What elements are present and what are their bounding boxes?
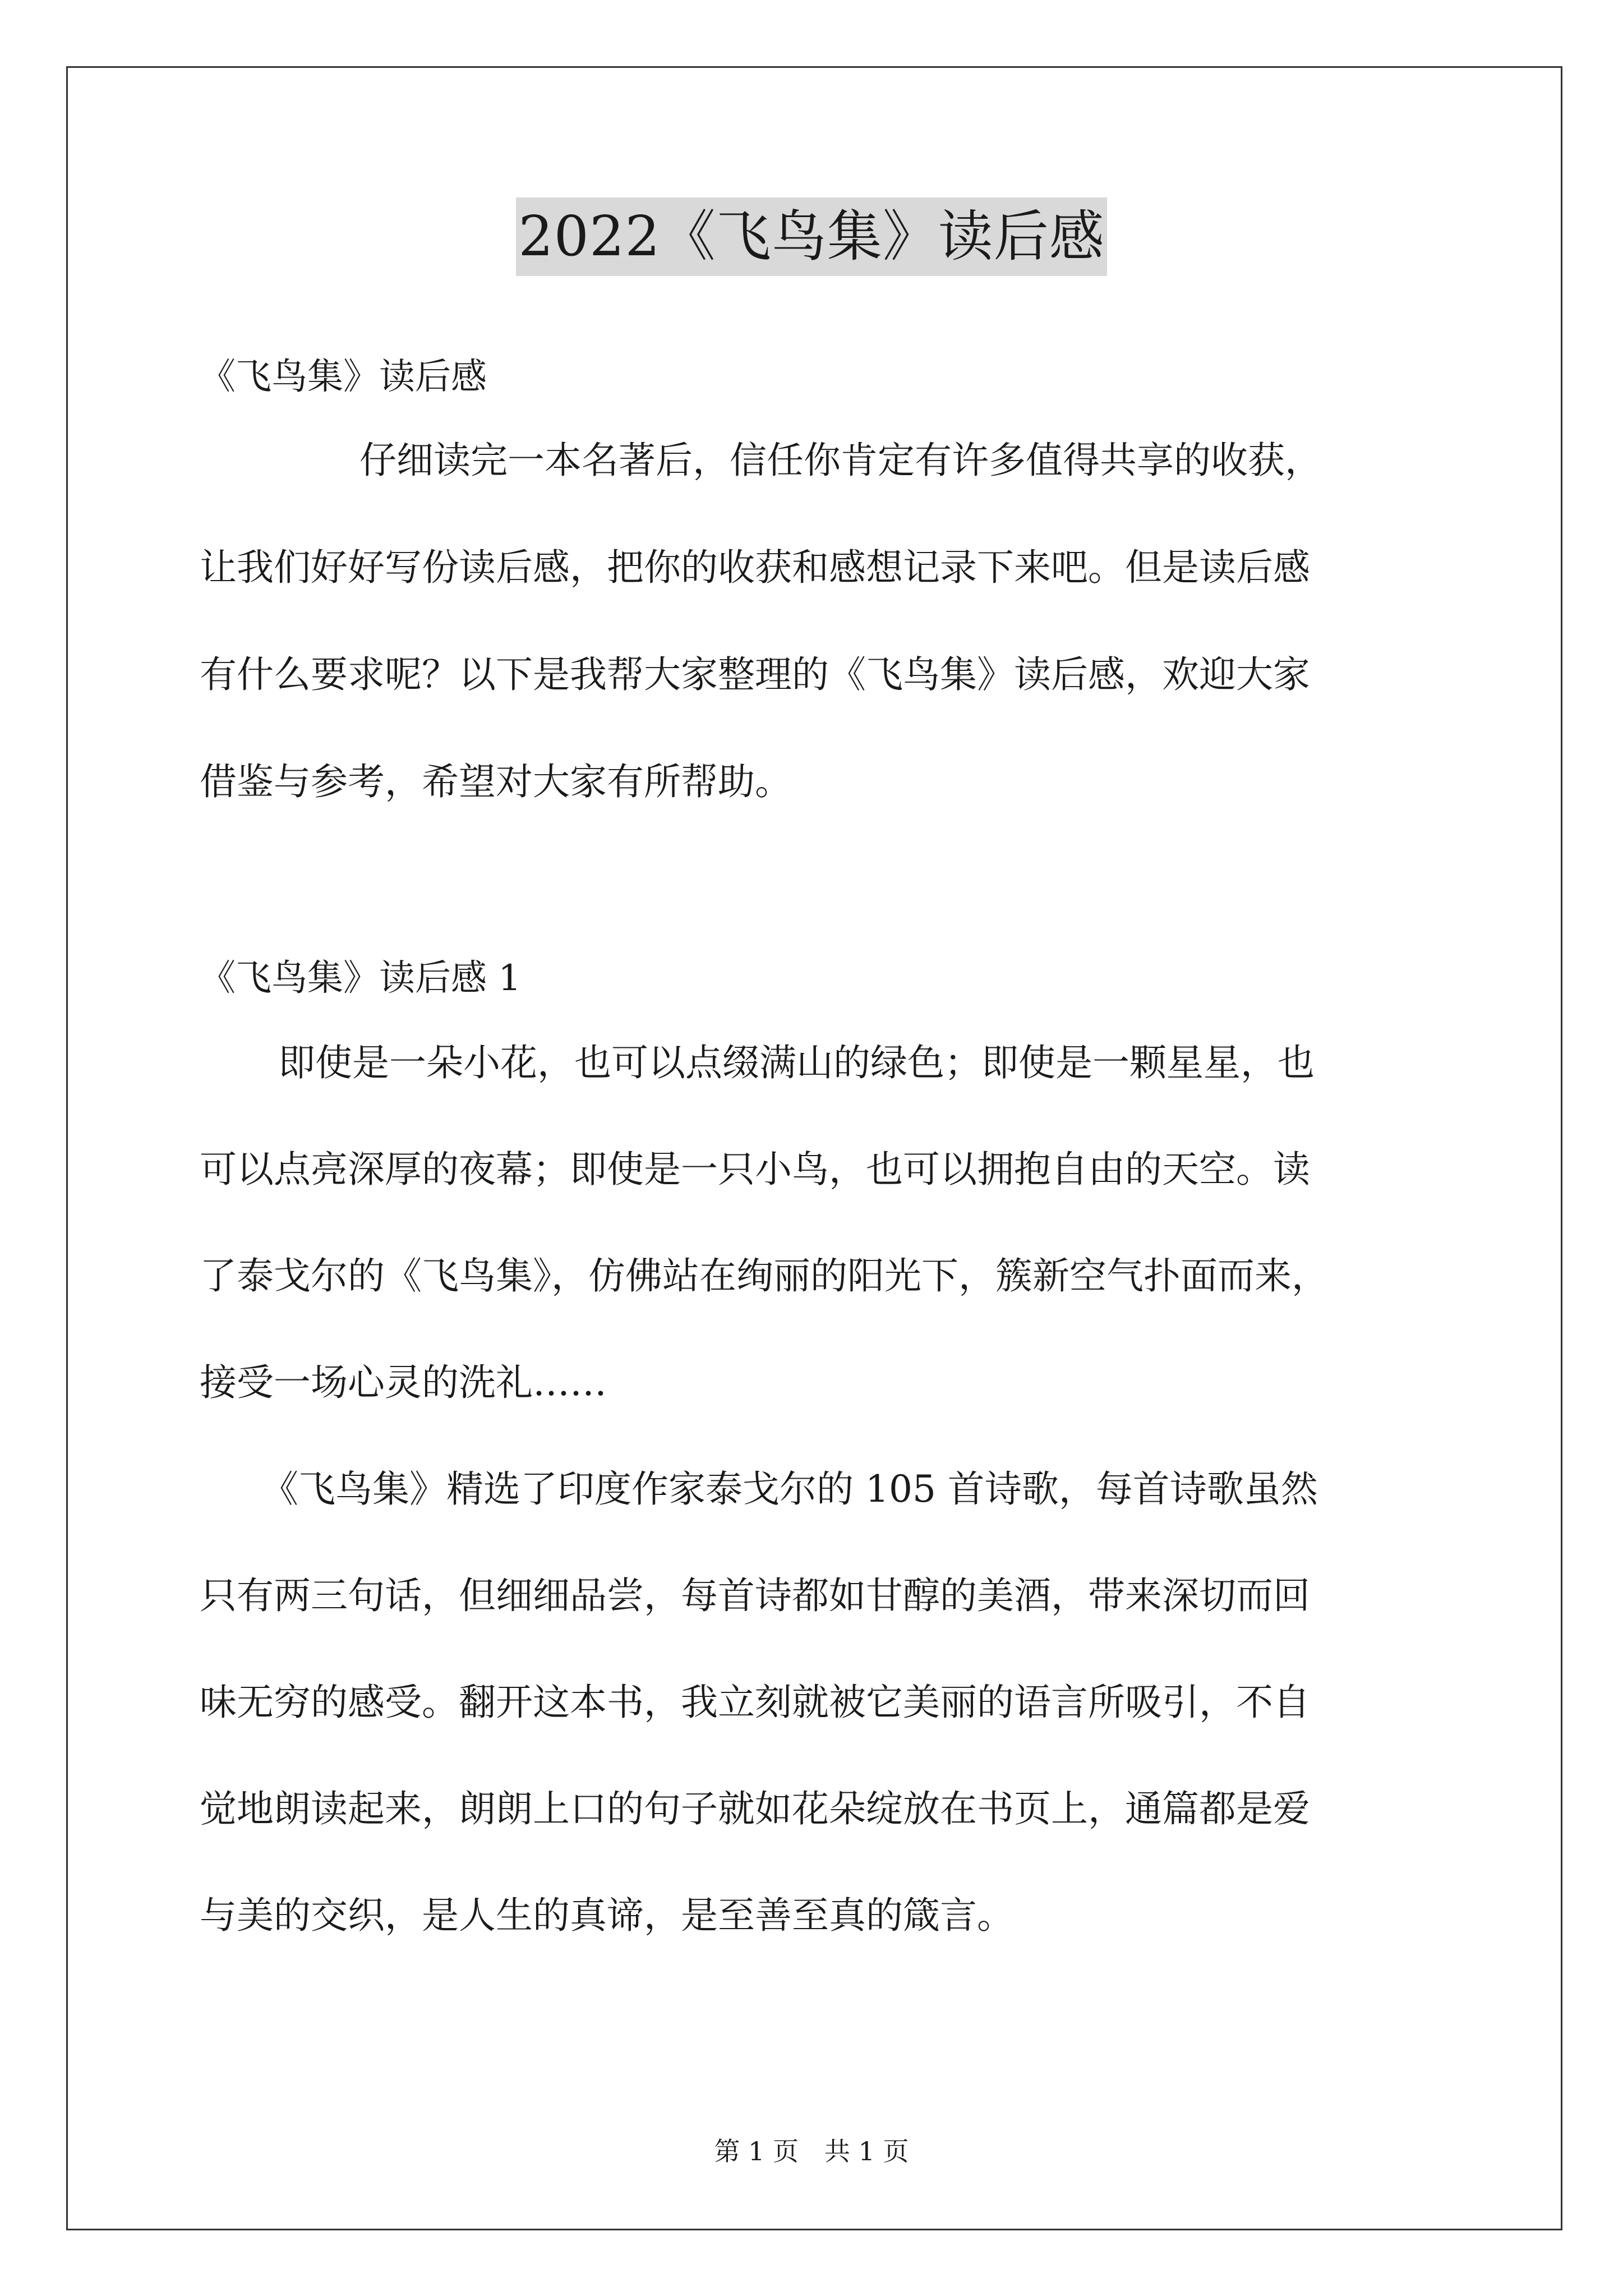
intro-line: 有什么要求呢？以下是我帮大家整理的《飞鸟集》读后感，欢迎大家 [200, 653, 1310, 696]
document-body [200, 314, 1439, 1937]
section1-para2-line: 《飞鸟集》精选了印度作家泰戈尔的 105 首诗歌，每首诗歌虽然 [261, 1467, 1318, 1511]
section1-para2-line: 与美的交织，是人生的真谛，是至善至真的箴言。 [200, 1894, 1014, 1937]
section1-para1-line: 接受一场心灵的洗礼…… [200, 1361, 607, 1404]
section1-para2-line: 味无穷的感受。翻开这本书，我立刻就被它美丽的语言所吸引，不自 [200, 1681, 1310, 1724]
section1-heading: 《飞鸟集》读后感 1 [200, 958, 522, 999]
document-title: 2022《飞鸟集》读后感 [516, 197, 1106, 276]
intro-heading: 《飞鸟集》读后感 [200, 356, 487, 398]
section1-para2-line: 只有两三句话，但细细品尝，每首诗都如甘醇的美酒，带来深切而回 [200, 1574, 1310, 1617]
section1-para1-line: 即使是一朵小花，也可以点缀满山的绿色；即使是一颗星星，也 [278, 1041, 1315, 1084]
page-footer: 第 1 页 共 1 页 [714, 2136, 909, 2166]
section1-para2-line: 觉地朗读起来，朗朗上口的句子就如花朵绽放在书页上，通篇都是爱 [200, 1787, 1310, 1830]
intro-line: 仔细读完一本名著后，信任你肯定有许多值得共享的收获， [359, 439, 1322, 482]
section1-para1-line: 可以点亮深厚的夜幕；即使是一只小鸟，也可以拥抱自由的天空。读 [200, 1148, 1310, 1191]
intro-line: 让我们好好写份读后感，把你的收获和感想记录下来吧。但是读后感 [200, 546, 1310, 589]
intro-line: 借鉴与参考，希望对大家有所帮助。 [200, 760, 792, 803]
section1-para1-line: 了泰戈尔的《飞鸟集》，仿佛站在绚丽的阳光下，簇新空气扑面而来， [200, 1254, 1329, 1297]
title-container [0, 197, 1623, 276]
